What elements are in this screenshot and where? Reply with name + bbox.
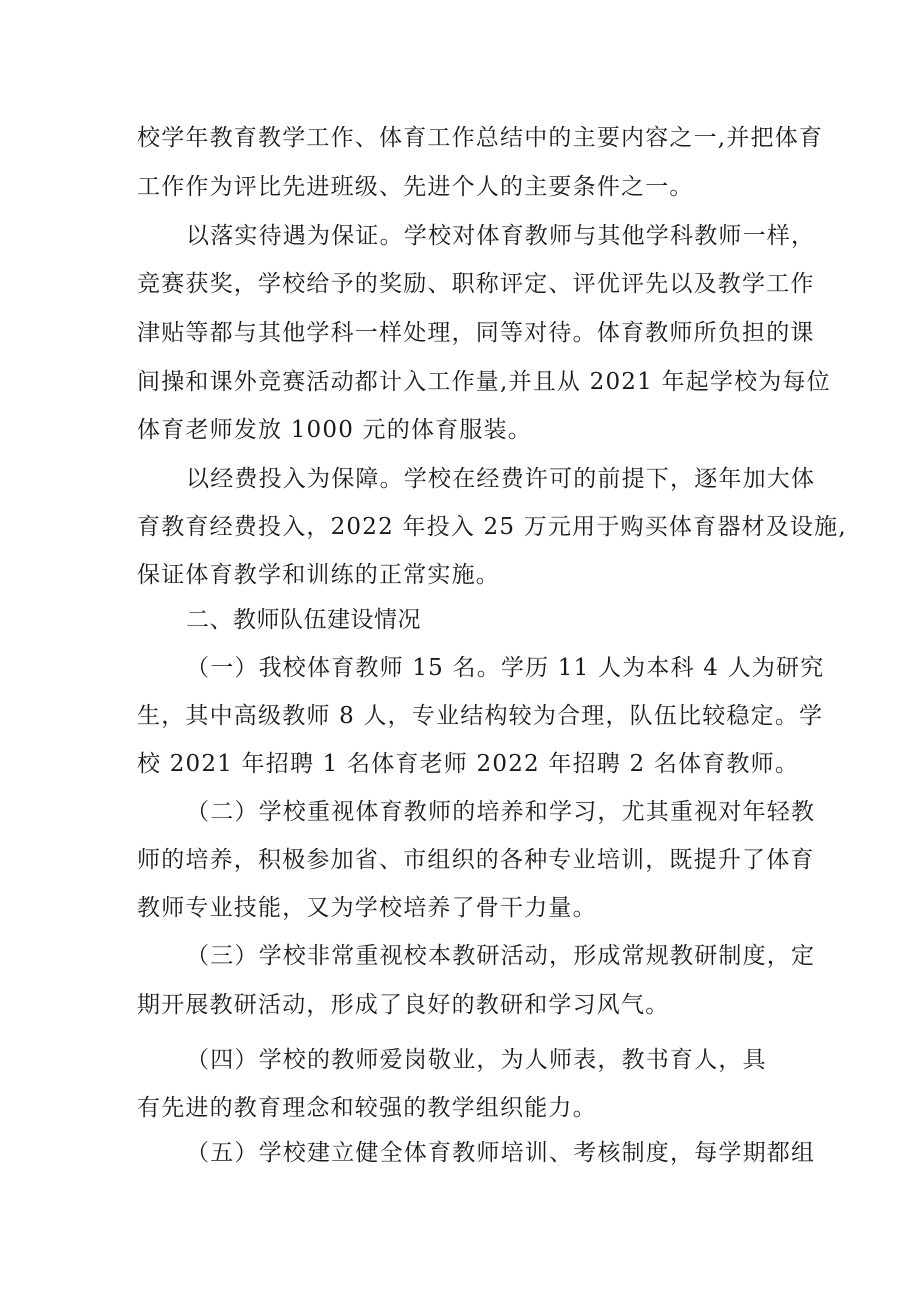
paragraph-line: 以落实待遇为保证。学校对体育教师与其他学科教师一样，	[186, 223, 816, 249]
paragraph-line: 体育老师发放 1000 元的体育服装。	[137, 417, 532, 443]
section-heading: 二、教师队伍建设情况	[186, 607, 421, 633]
paragraph-line: （一）我校体育教师 15 名。学历 11 人为本科 4 人为研究	[186, 655, 825, 681]
paragraph-line: （三）学校非常重视校本教研活动，形成常规教研制度，定	[186, 943, 816, 969]
paragraph-line: 校学年教育教学工作、体育工作总结中的主要内容之一,并把体育	[137, 125, 824, 151]
paragraph-line: 有先进的教育理念和较强的教学组织能力。	[137, 1095, 597, 1121]
paragraph-line: （四）学校的教师爱岗敬业，为人师表，教书育人，具	[186, 1047, 767, 1073]
paragraph-line: 教师专业技能，又为学校培养了骨干力量。	[137, 895, 597, 921]
paragraph-line: 以经费投入为保障。学校在经费许可的前提下，逐年加大体	[186, 466, 816, 492]
paragraph-line: 津贴等都与其他学科一样处理，同等对待。体育教师所负担的课	[137, 320, 815, 346]
paragraph-line: 生，其中高级教师 8 人，专业结构较为合理，队伍比较稳定。学	[137, 703, 824, 729]
paragraph-line: 竞赛获奖，学校给予的奖励、职称评定、评优评先以及教学工作	[137, 271, 815, 297]
paragraph-line: 师的培养，积极参加省、市组织的各种专业培训，既提升了体育	[137, 847, 815, 873]
paragraph-line: 校 2021 年招聘 1 名体育老师 2022 年招聘 2 名体育教师。	[137, 751, 800, 777]
paragraph-line: 工作作为评比先进班级、先进个人的主要条件之一。	[137, 174, 694, 200]
paragraph-line: 育教育经费投入，2022 年投入 25 万元用于购买体育器材及设施,	[137, 514, 847, 540]
paragraph-line: （二）学校重视体育教师的培养和学习，尤其重视对年轻教	[186, 799, 816, 825]
paragraph-line: 保证体育教学和训练的正常实施。	[137, 562, 500, 588]
paragraph-line: 间操和课外竞赛活动都计入工作量,并且从 2021 年起学校为每位	[137, 369, 831, 395]
paragraph-line: （五）学校建立健全体育教师培训、考核制度，每学期都组	[186, 1140, 816, 1166]
paragraph-line: 期开展教研活动，形成了良好的教研和学习风气。	[137, 992, 670, 1018]
